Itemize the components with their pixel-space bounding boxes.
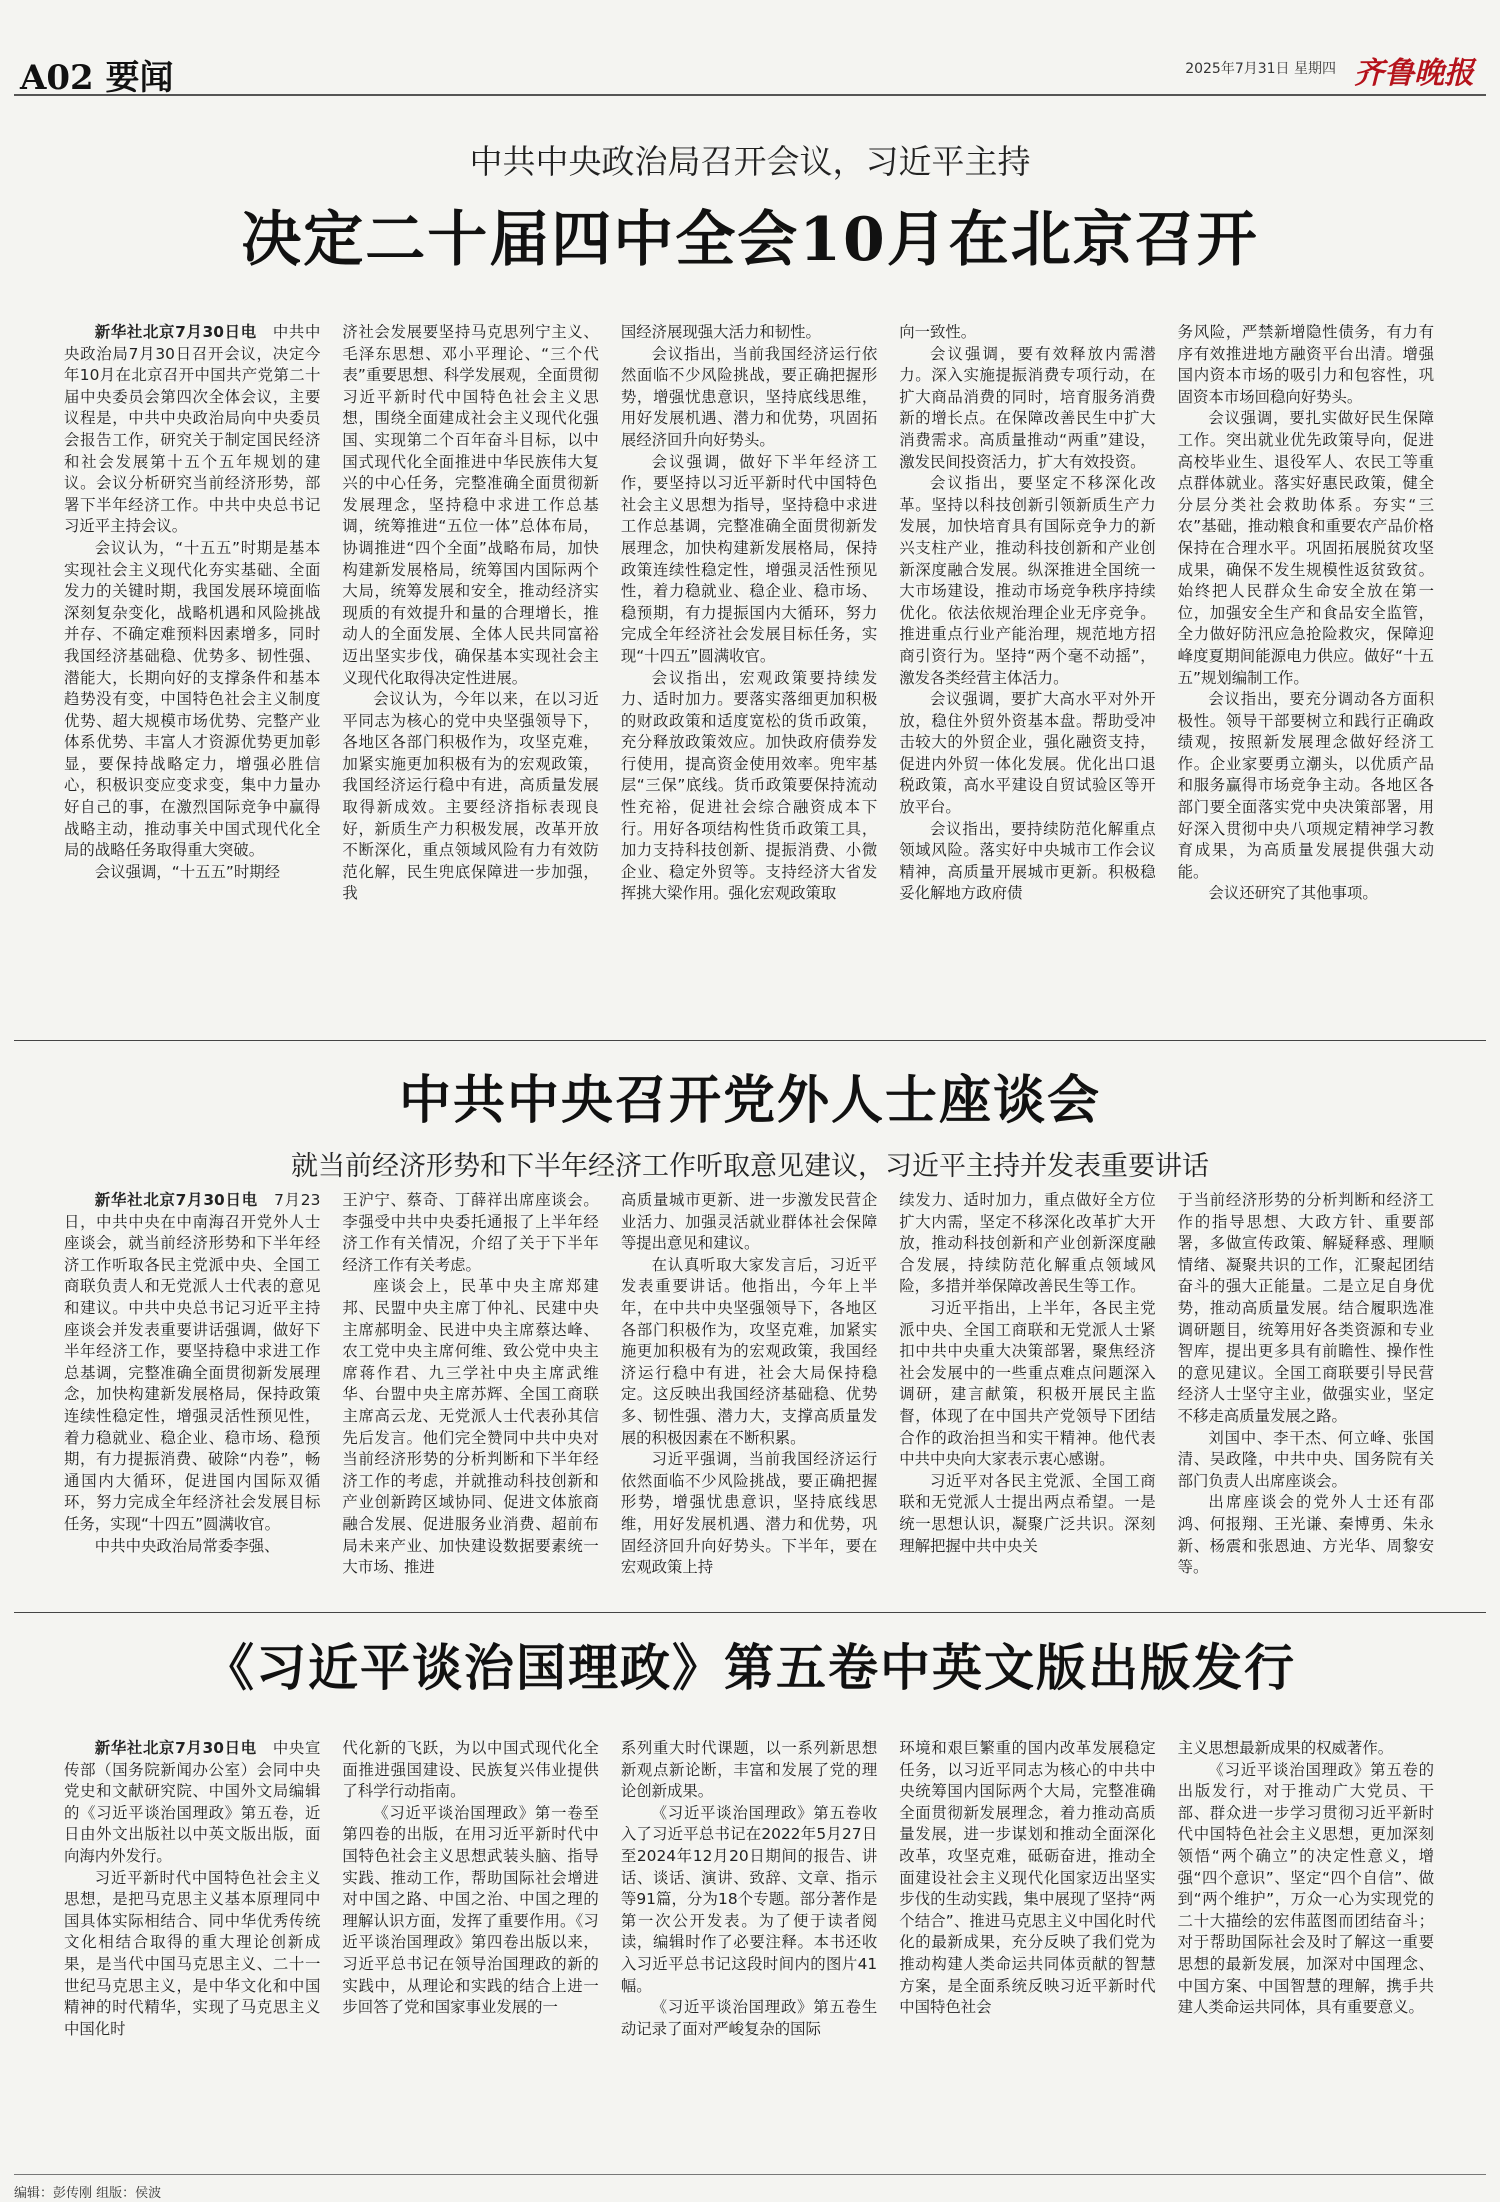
paragraph: 会议还研究了其他事项。 — [1208, 884, 1378, 903]
story1-body — [64, 322, 1434, 1026]
story3-column-4 — [899, 1738, 1155, 2164]
paragraph: 习近平指出，上半年，各民主党派中央、全国工商联和无党派人士紧扣中共中央重大决策部署，聚焦经济社会发展中的一些重点难点问题深入调研，建言献策，积极开展民主监督，体现了在中国共产党领导下团结合作的政治担当和实干精神。他代表中共中央向大家表示衷心感谢。 — [899, 1298, 1156, 1469]
paragraph: 座谈会上，民革中央主席郑建邦、民盟中央主席丁仲礼、民建中央主席郝明金、民进中央主席蔡达峰、农工党中央主席何维、致公党中央主席蒋作君、九三学社中央主席武维华、台盟中央主席苏辉、全国工商联主席高云龙、无党派人士代表孙其信先后发言。他们完全赞同中共中央对当前经济形势的分析判断和下半年经济工作的考虑，并就推动科技创新和产业创新跨区域协同、促进文体旅商融合发展、促进服务业消费、超前布局未来产业、加快建设数据要素统一大市场、推进 — [342, 1277, 599, 1577]
paragraph: 《习近平谈治国理政》第五卷的出版发行，对于推动广大党员、干部、群众进一步学习贯彻习近平新时代中国特色社会主义思想，更加深刻领悟“两个确立”的决定性意义，增强“四个意识”、坚定“四个自信”、做到“两个维护”，万众一心为实现党的二十大描绘的宏伟蓝图而团结奋斗；对于帮助国际社会及时了解这一重要思想的最新发展，加深对中国理念、中国方案、中国智慧的理解，携手共建人类命运共同体，具有重要意义。 — [1177, 1760, 1435, 2017]
page-label: A02 要闻 — [20, 58, 174, 98]
story3-headline: 《习近平谈治国理政》第五卷中英文版出版发行 — [204, 1638, 1296, 1697]
story2-headline: 中共中央召开党外人士座谈会 — [398, 1070, 1101, 1131]
paragraph: 《习近平谈治国理政》第五卷收入了习近平总书记在2022年5月27日至2024年12月20日期间的报告、讲话、谈话、演讲、致辞、文章、指示等91篇，分为18个专题。部分著作是第一次公开发表。为了便于读者阅读，编辑时作了必要注释。本书还收入习近平总书记这段时间内的图片41幅。 — [620, 1803, 878, 1995]
masthead — [14, 44, 1486, 96]
paragraph: 会议指出，要持续防范化解重点领域风险。落实好中央城市工作会议精神，高质量开展城市更新。积极稳妥化解地方政府债 — [899, 819, 1156, 903]
story1-kicker: 中共中央政治局召开会议，习近平主持 — [469, 142, 1031, 181]
story1-column-4 — [899, 322, 1155, 1026]
newspaper-logo: 齐鲁晚报 — [1354, 56, 1474, 91]
section-divider — [14, 1612, 1486, 1613]
paragraph: 代化新的飞跃，为以中国式现代化全面推进强国建设、民族复兴伟业提供了科学行动指南。 — [342, 1739, 599, 1801]
paragraph: 《习近平谈治国理政》第五卷生动记录了面对严峻复杂的国际 — [620, 1998, 878, 2038]
paragraph: 习近平对各民主党派、全国工商联和无党派人士提出两点希望。一是统一思想认识，凝聚广泛共识。深刻理解把握中共中央关 — [899, 1471, 1156, 1555]
paragraph: 于当前经济形势的分析判断和经济工作的指导思想、大政方针、重要部署，多做宣传政策、解疑释惑、理顺情绪、凝聚共识的工作，汇聚起团结奋斗的强大正能量。二是立足自身优势，推动高质量发展。结合履职选准调研题目，统筹用好各类资源和专业智库，提出更多具有前瞻性、操作性的意见建议。全国工商联要引导民营经济人士坚守主业，做强实业，坚定不移走高质量发展之路。 — [1177, 1191, 1435, 1425]
story3-dateline: 新华社北京7月30日电 — [94, 1739, 257, 1757]
paragraph: 系列重大时代课题，以一系列新思想新观点新论断，丰富和发展了党的理论创新成果。 — [620, 1739, 878, 1801]
story1-column-2 — [342, 322, 598, 1026]
story2-column-5 — [1178, 1190, 1434, 1590]
story2-dateline: 新华社北京7月30日电 — [94, 1191, 258, 1209]
story1-headline: 决定二十届四中全会10月在北京召开 — [241, 205, 1259, 275]
paragraph: 主义思想最新成果的权威著作。 — [1177, 1739, 1394, 1757]
paragraph: 环境和艰巨繁重的国内改革发展稳定任务，以习近平同志为核心的中共中央统筹国内国际两个大局，完整准确全面贯彻新发展理念，着力推动高质量发展，进一步谋划和推动全面深化改革，攻坚克难，砥砺奋进，推动全面建设社会主义现代化国家迈出坚实步伐的生动实践，集中展现了坚持“两个结合”、推进马克思主义中国化时代化的最新成果，充分反映了我们党为推动构建人类命运共同体贡献的智慧方案，是全面系统反映习近平新时代中国特色社会 — [899, 1739, 1156, 2017]
paragraph: 务风险，严禁新增隐性债务，有力有序有效推进地方融资平台出清。增强国内资本市场的吸引力和包容性，巩固资本市场回稳向好势头。 — [1177, 323, 1435, 406]
paragraph: 会议强调，要有效释放内需潜力。深入实施提振消费专项行动，在扩大商品消费的同时，培育服务消费新的增长点。在保障改善民生中扩大消费需求。高质量推动“两重”建设，激发民间投资活力，扩大有效投资。 — [899, 344, 1156, 471]
paragraph: 续发力、适时加力，重点做好全方位扩大内需，坚定不移深化改革扩大开放，推动科技创新和产业创新深度融合发展，持续防范化解重点领域风险，多措并举保障改善民生等工作。 — [899, 1191, 1156, 1296]
paragraph: 在认真听取大家发言后，习近平发表重要讲话。他指出，今年上半年，在中共中央坚强领导下，各地区各部门积极作为，攻坚克难，加紧实施更加积极有为的宏观政策，我国经济运行稳中有进，社会大局保持稳定。这反映出我国经济基础稳、优势多、韧性强、潜力大，支撑高质量发展的积极因素在不断积累。 — [620, 1255, 878, 1447]
paragraph: 会议强调，要扩大高水平对外开放，稳住外贸外资基本盘。帮助受冲击较大的外贸企业，强化融资支持，促进内外贸一体化发展。优化出口退税政策，高水平建设自贸试验区等开放平台。 — [899, 690, 1156, 817]
paragraph: 向一致性。 — [899, 323, 977, 341]
paragraph: 会议认为，“十五五”时期是基本实现社会主义现代化夯实基础、全面发力的关键时期，我国发展环境面临深刻复杂变化，战略机遇和风险挑战并存、不确定难预料因素增多，同时我国经济基础稳、优势多、韧性强、潜能大，长期向好的支撑条件和基本趋势没有变，中国特色社会主义制度优势、超大规模市场优势、完整产业体系优势、丰富人才资源优势更加彰显，要保持战略定力，增强必胜信心，积极识变应变求变，集中力量办好自己的事，在激烈国际竞争中赢得战略主动，推动事关中国式现代化全局的战略任务取得重大突破。 — [64, 538, 321, 860]
paragraph: 中央宣传部（国务院新闻办公室）会同中央党史和文献研究院、中国外文局编辑的《习近平谈治国理政》第五卷，近日由外文出版社以中英文版出版，面向海内外发行。 — [64, 1739, 321, 1865]
paragraph: 会议强调，做好下半年经济工作，要坚持以习近平新时代中国特色社会主义思想为指导，坚持稳中求进工作总基调，完整准确全面贯彻新发展理念，加快构建新发展格局，保持政策连续性稳定性，增强灵活性预见性，着力稳就业、稳企业、稳市场、稳预期，有力提振国内大循环，努力完成全年经济社会发展目标任务，实现“十四五”圆满收官。 — [620, 452, 878, 665]
paragraph: 国经济展现强大活力和韧性。 — [620, 323, 821, 341]
paragraph: 中共中央政治局7月30日召开会议，决定今年10月在北京召开中国共产党第二十届中央委员会第四次全体会议，主要议程是，中共中央政治局向中央委员会报告工作，研究关于制定国民经济和社会发展第十五个五年规划的建议。会议分析研究当前经济形势，部署下半年经济工作。中共中央总书记习近平主持会议。 — [64, 323, 321, 536]
story3-column-3 — [621, 1738, 877, 2164]
paragraph: 会议强调，要扎实做好民生保障工作。突出就业优先政策导向，促进高校毕业生、退役军人、农民工等重点群体就业。落实好惠民政策，健全分层分类社会救助体系。夯实“三农”基础，推动粮食和重要农产品价格保持在合理水平。巩固拓展脱贫攻坚成果，确保不发生规模性返贫致贫。始终把人民群众生命安全放在第一位，加强安全生产和食品安全监管，全力做好防汛应急抢险救灾，保障迎峰度夏期间能源电力供应。做好“十五五”规划编制工作。 — [1177, 409, 1435, 687]
paragraph: 济社会发展要坚持马克思列宁主义、毛泽东思想、邓小平理论、“三个代表”重要思想、科学发展观，全面贯彻习近平新时代中国特色社会主义思想，围绕全面建成社会主义现代化强国、实现第二个百年奋斗目标，以中国式现代化全面推进中华民族伟大复兴的中心任务，完整准确全面贯彻新发展理念，坚持稳中求进工作总基调，统筹推进“五位一体”总体布局，协调推进“四个全面”战略布局，加快构建新发展格局，统筹国内国际两个大局，统筹发展和安全，推动经济实现质的有效提升和量的合理增长，推动人的全面发展、全体人民共同富裕迈出坚实步伐，确保基本实现社会主义现代化取得决定性进展。 — [342, 323, 599, 687]
paragraph: 会议认为，今年以来，在以习近平同志为核心的党中央坚强领导下，各地区各部门积极作为，攻坚克难，加紧实施更加积极有为的宏观政策，我国经济运行稳中有进，高质量发展取得新成效。主要经济指标表现良好，新质生产力积极发展，改革开放不断深化，重点领域风险有力有效防范化解，民生兜底保障进一步加强，我 — [342, 690, 599, 903]
story2-column-4 — [899, 1190, 1155, 1590]
story1-column-5 — [1178, 322, 1434, 1026]
story3-body — [64, 1738, 1434, 2164]
paragraph: 高质量城市更新、进一步激发民营企业活力、加强灵活就业群体社会保障等提出意见和建议。 — [620, 1191, 878, 1253]
story1-dateline: 新华社北京7月30日电 — [94, 323, 257, 341]
paragraph: 出席座谈会的党外人士还有邵鸿、何报翔、王光谦、秦博勇、朱永新、杨震和张恩迪、方光华、周黎安等。 — [1177, 1493, 1435, 1577]
story3-column-2 — [342, 1738, 598, 2164]
story2-body — [64, 1190, 1434, 1590]
footer-divider — [14, 2174, 1486, 2175]
paragraph: 王沪宁、蔡奇、丁薛祥出席座谈会。李强受中共中央委托通报了上半年经济工作有关情况，介绍了关于下半年经济工作有关考虑。 — [342, 1191, 599, 1274]
paragraph: 会议强调，“十五五”时期经 — [94, 862, 281, 881]
paragraph: 习近平强调，当前我国经济运行依然面临不少风险挑战，要正确把握形势，增强忧患意识，坚持底线思维，用好发展机遇、潜力和优势，巩固经济回升向好势头。下半年，要在宏观政策上持 — [620, 1450, 878, 1577]
paragraph: 中共中央政治局常委李强、 — [94, 1536, 280, 1555]
story2-column-2 — [342, 1190, 598, 1590]
paragraph: 会议指出，要坚定不移深化改革。坚持以科技创新引领新质生产力发展，加快培育具有国际竞争力的新兴支柱产业，推动科技创新和产业创新深度融合发展。纵深推进全国统一大市场建设，推动市场竞争秩序持续优化。依法依规治理企业无序竞争。推进重点行业产能治理，规范地方招商引资行为。坚持“两个毫不动摇”，激发各类经营主体活力。 — [899, 474, 1156, 687]
paragraph: 会议指出，宏观政策要持续发力、适时加力。要落实落细更加积极的财政政策和适度宽松的货币政策，充分释放政策效应。加快政府债券发行使用，提高资金使用效率。兜牢基层“三保”底线。货币政策要保持流动性充裕，促进社会综合融资成本下行。用好各项结构性货币政策工具，加力支持科技创新、提振消费、小微企业、稳定外贸等。支持经济大省发挥挑大梁作用。强化宏观政策取 — [620, 668, 878, 903]
story2-deck: 就当前经济形势和下半年经济工作听取意见建议，习近平主持并发表重要讲话 — [291, 1151, 1209, 1182]
page-date: 2025年7月31日 星期四 — [1185, 61, 1336, 77]
paragraph: 会议指出，当前我国经济运行依然面临不少风险挑战，要正确把握形势，增强忧患意识，坚持底线思维，用好发展机遇、潜力和优势，巩固拓展经济回升向好势头。 — [620, 344, 878, 449]
story3-column-1 — [64, 1738, 320, 2164]
section-divider — [14, 1040, 1486, 1041]
story1-column-3 — [621, 322, 877, 1026]
paragraph: 刘国中、李干杰、何立峰、张国清、吴政隆，中共中央、国务院有关部门负责人出席座谈会。 — [1177, 1428, 1435, 1490]
story2-column-1 — [64, 1190, 320, 1590]
paragraph: 会议指出，要充分调动各方面积极性。领导干部要树立和践行正确政绩观，按照新发展理念做好经济工作。企业家要勇立潮头，以优质产品和服务赢得市场竞争主动。各地区各部门要全面落实党中央决策部署，用好深入贯彻中央八项规定精神学习教育成果，为高质量发展提供强大动能。 — [1177, 690, 1435, 881]
story1-column-1 — [64, 322, 320, 1026]
story2-column-3 — [621, 1190, 877, 1590]
paragraph: 7月23日，中共中央在中南海召开党外人士座谈会，就当前经济形势和下半年经济工作听取各民主党派中央、全国工商联负责人和无党派人士代表的意见和建议。中共中央总书记习近平主持座谈会并发表重要讲话强调，做好下半年经济工作，要坚持稳中求进工作总基调，完整准确全面贯彻新发展理念，加快构建新发展格局，保持政策连续性稳定性，增强灵活性预见性，着力稳就业、稳企业、稳市场、稳预期，有力提振消费、破除“内卷”，畅通国内大循环，促进国内国际双循环，努力完成全年经济社会发展目标任务，实现“十四五”圆满收官。 — [64, 1191, 321, 1533]
story3-column-5 — [1178, 1738, 1434, 2164]
paragraph: 《习近平谈治国理政》第一卷至第四卷的出版，在用习近平新时代中国特色社会主义思想武装头脑、指导实践、推动工作，帮助国际社会增进对中国之路、中国之治、中国之理的理解认识方面，发挥了重要作用。《习近平谈治国理政》第四卷出版以来，习近平总书记在领导治国理政的新的实践中，从理论和实践的结合上进一步回答了党和国家事业发展的一 — [342, 1803, 599, 2017]
paragraph: 习近平新时代中国特色社会主义思想，是把马克思主义基本原理同中国具体实际相结合、同中华优秀传统文化相结合取得的重大理论创新成果，是当代中国马克思主义、二十一世纪马克思主义，是中华文化和中国精神的时代精华，实现了马克思主义中国化时 — [64, 1868, 321, 2038]
footer-credits: 编辑：彭传刚 组版：侯波 — [14, 2186, 162, 2201]
